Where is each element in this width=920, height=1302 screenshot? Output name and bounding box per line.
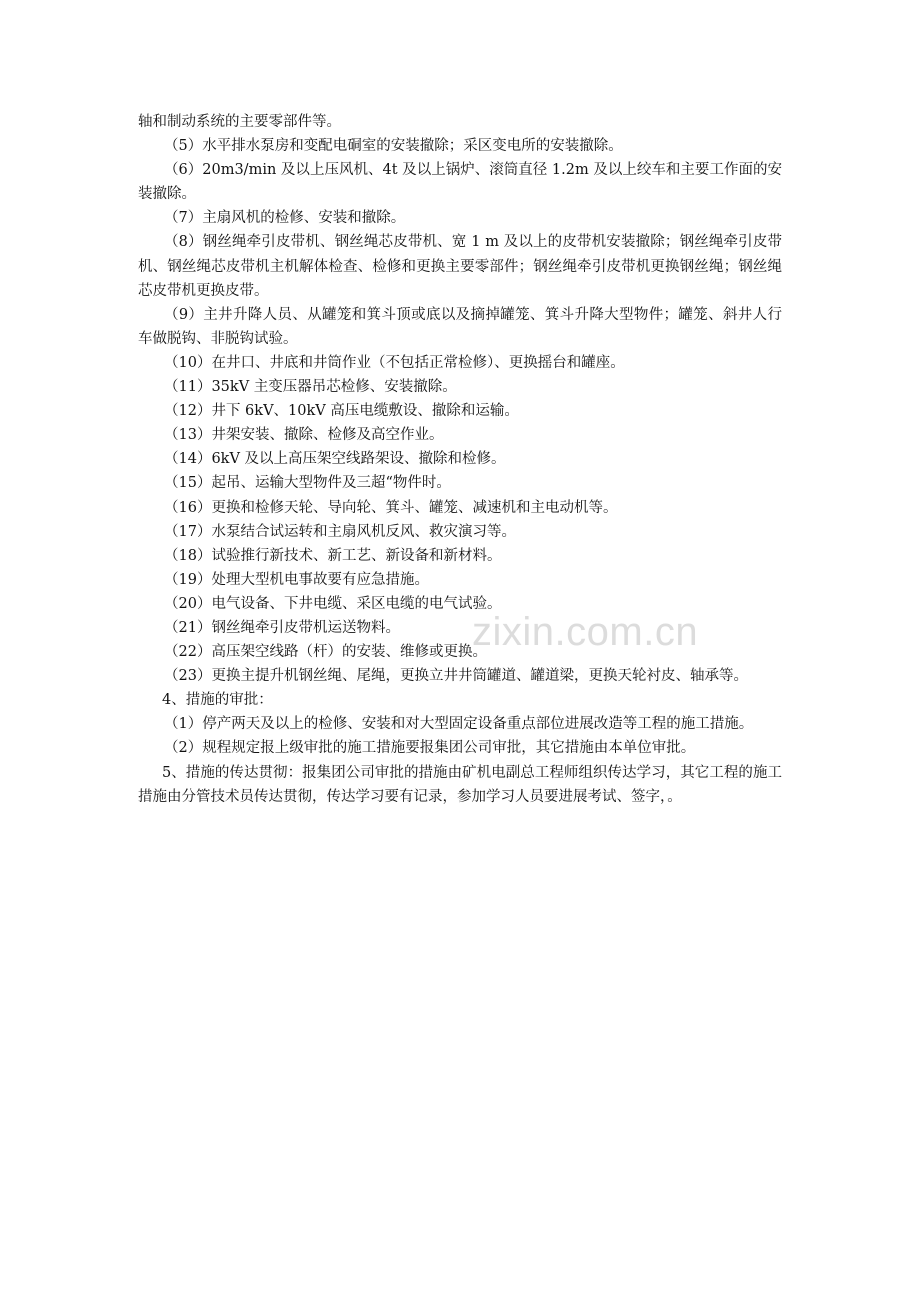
list-item-7: （7）主扇风机的检修、安装和撤除。 [164, 210, 406, 227]
watermark: zixin.com.cn [472, 610, 699, 654]
list-item-19: （19）处理大型机电事故要有应急措施。 [164, 571, 429, 588]
list-item-14: （14）6kV 及以上高压架空线路架设、撤除和检修。 [164, 451, 506, 468]
list-item-5: （5）水平排水泵房和变配电硐室的安装撤除；采区变电所的安装撤除。 [164, 138, 623, 155]
list-item-10: （10）在井口、井底和井筒作业（不包括正常检修）、更换摇台和罐座。 [164, 354, 625, 371]
list-item-23: （23）更换主提升机钢丝绳、尾绳，更换立井井筒罐道、罐道梁，更换天轮衬皮、轴承等。 [164, 668, 748, 685]
list-item-11: （11）35kV 主变压器吊芯检修、安装撤除。 [164, 379, 457, 396]
list-item-12: （12）井下 6kV、10kV 高压电缆敷设、撤除和运输。 [164, 403, 519, 420]
list-item-13: （13）井架安装、撤除、检修及高空作业。 [164, 427, 444, 444]
list-item-9: （9）主井升降人员、从罐笼和箕斗顶或底以及摘掉罐笼、箕斗升降大型物件；罐笼、斜井人行车做脱钩、非脱钩试验。 [138, 306, 782, 347]
list-item-17: （17）水泵结合试运转和主扇风机反风、救灾演习等。 [164, 523, 516, 540]
list-item-22: （22）高压架空线路（杆）的安装、维修或更换。 [164, 644, 487, 661]
list-item-18: （18）试验推行新技术、新工艺、新设备和新材料。 [164, 547, 502, 564]
section-heading-approval: 4、措施的审批： [162, 692, 273, 709]
list-item-21: （21）钢丝绳牵引皮带机运送物料。 [164, 619, 400, 636]
paragraph-continuation: 轴和制动系统的主要零部件等。 [138, 114, 341, 130]
section-communication: 5、措施的传达贯彻：报集团公司审批的措施由矿机电副总工程师组织传达学习，其它工程的施工措施由分管技术员传达贯彻，传达学习要有记录，参加学习人员要进展考试、签字，。 [138, 764, 782, 805]
list-item-15: （15）起吊、运输大型物件及三超“物件时。 [164, 475, 451, 492]
approval-item-1: （1）停产两天及以上的检修、安装和对大型固定设备重点部位进展改造等工程的施工措施。 [164, 716, 754, 733]
list-item-8: （8）钢丝绳牵引皮带机、钢丝绳芯皮带机、宽 1 m 及以上的皮带机安装撤除；钢丝绳牵引皮带机、钢丝绳芯皮带机主机解体检查、检修和更换主要零部件；钢丝绳牵引皮带机更换钢丝绳；钢丝绳芯皮带机更换皮带。 [138, 234, 782, 299]
list-item-6: （6）20m3/min 及以上压风机、4t 及以上锅炉、滚筒直径 1.2m 及以上绞车和主要工作面的安装撤除。 [138, 162, 782, 203]
document-body [138, 110, 782, 809]
list-item-20: （20）电气设备、下井电缆、采区电缆的电气试验。 [164, 595, 502, 612]
list-item-16: （16）更换和检修天轮、导向轮、箕斗、罐笼、减速机和主电动机等。 [164, 499, 618, 516]
approval-item-2: （2）规程规定报上级审批的施工措施要报集团公司审批，其它措施由本单位审批。 [164, 740, 696, 757]
